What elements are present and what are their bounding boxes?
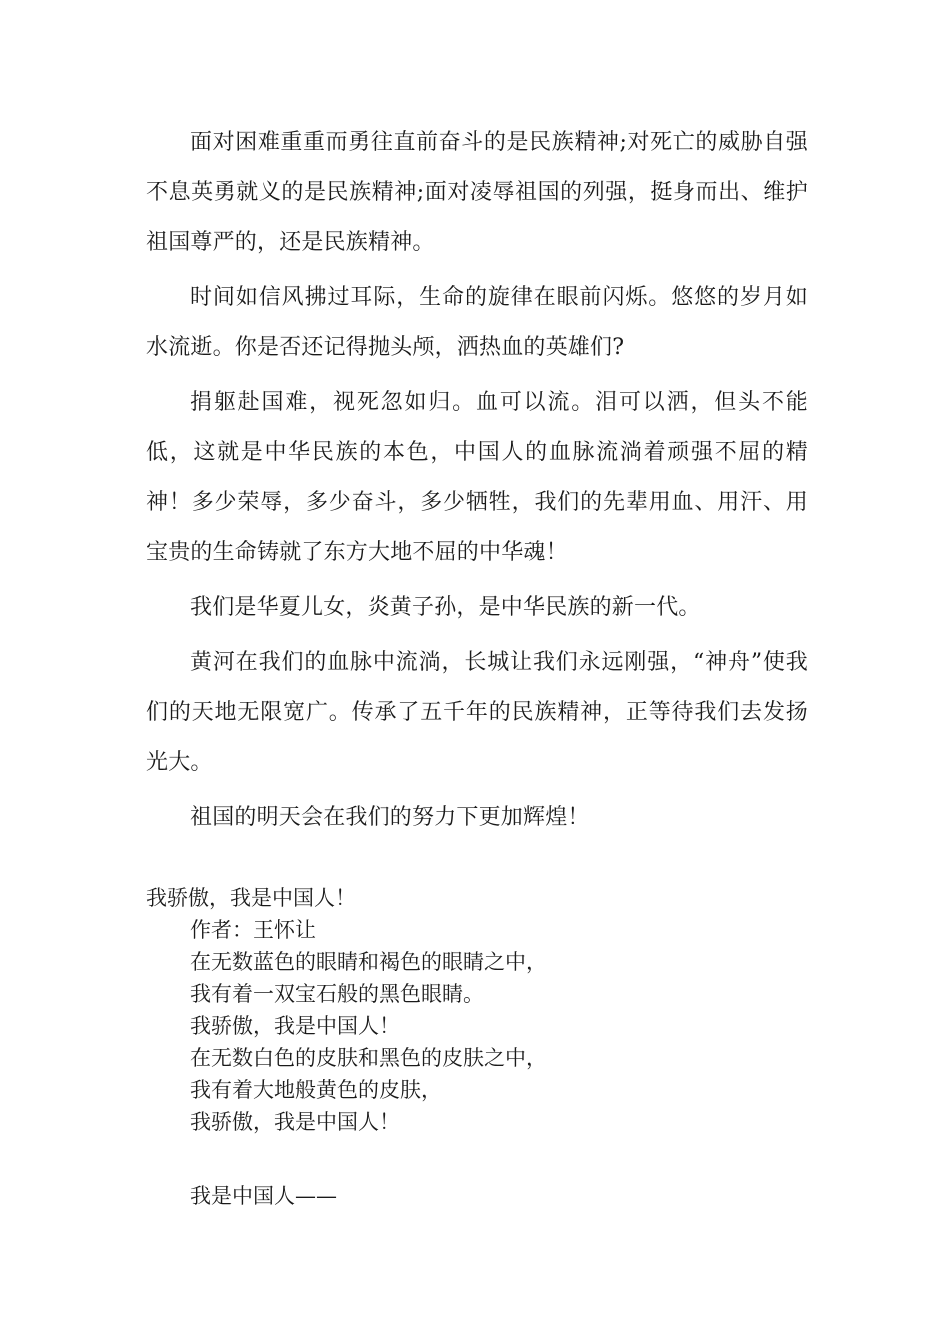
poem-line: 在无数蓝色的眼睛和褐色的眼睛之中， [190,950,547,974]
poem-line: 我有着大地般黄色的皮肤， [190,1078,442,1102]
essay-paragraph: 捐躯赴国难，视死忽如归。血可以流。泪可以洒，但头不能低，这就是中华民族的本色，中国人的血脉流淌着顽强不屈的精神！多少荣辱，多少奋斗，多少牺牲，我们的先辈用血、用汗、用宝贵的生命铸就了东方大地不屈的中华魂！ [146,390,808,565]
essay-paragraph: 祖国的明天会在我们的努力下更加辉煌！ [190,805,590,830]
essay-paragraph: 面对困难重重而勇往直前奋斗的是民族精神;对死亡的威胁自强不息英勇就义的是民族精神;面对凌辱祖国的列强，挺身而出、维护祖国尊严的，还是民族精神。 [146,130,808,255]
poem-line: 我骄傲，我是中国人！ [190,1014,400,1038]
poem-author: 作者：王怀让 [190,918,316,942]
stanza-gap [146,1170,808,1180]
essay-paragraph: 黄河在我们的血脉中流淌，长城让我们永远刚强，“神舟”使我们的天地无限宽广。传承了五千年的民族精神，正等待我们去发扬光大。 [146,650,808,775]
poem-line: 在无数白色的皮肤和黑色的皮肤之中， [190,1046,547,1070]
poem-line: 我骄傲，我是中国人！ [190,1110,400,1134]
stanza-break [146,1138,808,1170]
essay-body [146,118,808,848]
essay-paragraph: 时间如信风拂过耳际，生命的旋律在眼前闪烁。悠悠的岁月如水流逝。你是否还记得抛头颅，洒热血的英雄们? [146,285,808,360]
poem-line: 我是中国人—— [190,1184,337,1208]
essay-paragraph: 我们是华夏儿女，炎黄子孙，是中华民族的新一代。 [190,595,701,620]
poem-line: 我有着一双宝石般的黑色眼睛。 [190,982,484,1006]
poem-title: 我骄傲，我是中国人！ [146,886,356,910]
poem-section [146,882,808,1212]
